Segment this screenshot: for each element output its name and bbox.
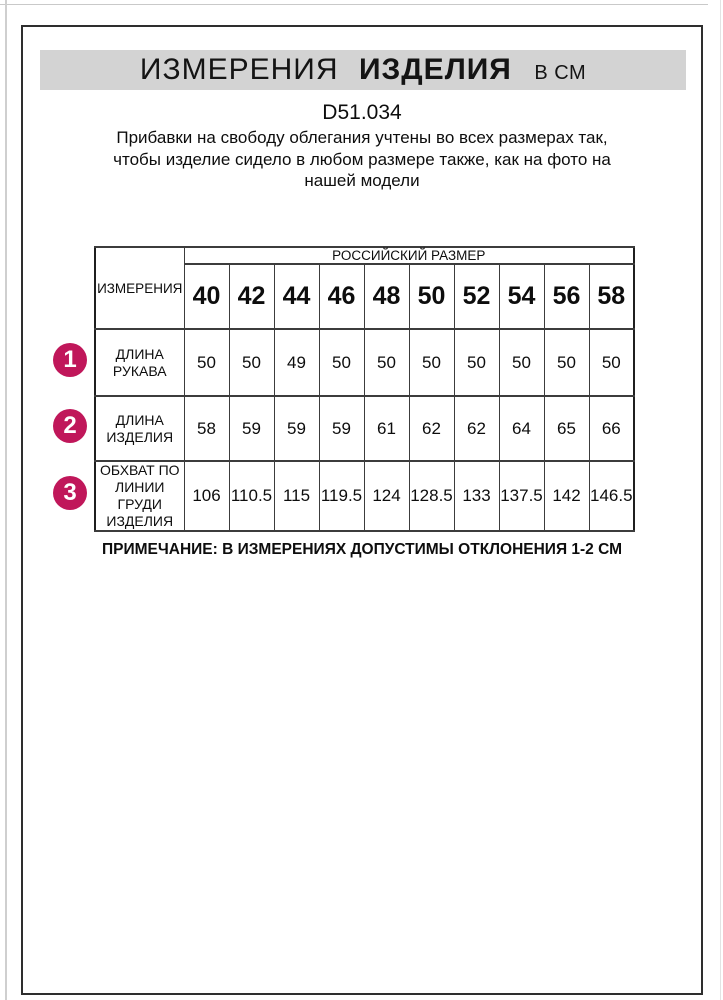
- measurement-value-cell: 59: [274, 396, 319, 461]
- table-row-chest-girth: [95, 461, 634, 531]
- measurement-value-cell: 58: [184, 396, 229, 461]
- size-header-cell: 54: [499, 264, 544, 329]
- measurement-value-cell: 50: [589, 329, 634, 396]
- measurement-value-cell: 50: [544, 329, 589, 396]
- measurement-value-cell: 119.5: [319, 461, 364, 531]
- measurement-value-cell: 66: [589, 396, 634, 461]
- measurement-value-cell: 124: [364, 461, 409, 531]
- measurement-value-cell: 50: [319, 329, 364, 396]
- scan-artifact-top-line: [0, 4, 708, 5]
- measurement-value-cell: 59: [319, 396, 364, 461]
- measurement-value-cell: 50: [454, 329, 499, 396]
- measurement-value-cell: 115: [274, 461, 319, 531]
- size-header-cell: 48: [364, 264, 409, 329]
- measurement-value-cell: 133: [454, 461, 499, 531]
- row-number-badge-1: 1: [53, 343, 87, 377]
- size-header-cell: 46: [319, 264, 364, 329]
- measurement-value-cell: 49: [274, 329, 319, 396]
- measurement-value-cell: 62: [454, 396, 499, 461]
- measurements-column-header: ИЗМЕРЕНИЯ: [95, 247, 184, 329]
- measurement-value-cell: 50: [229, 329, 274, 396]
- measurement-value-cell: 61: [364, 396, 409, 461]
- size-header-cell: 50: [409, 264, 454, 329]
- measurement-value-cell: 62: [409, 396, 454, 461]
- scan-artifact-right-edge: [720, 0, 721, 1000]
- measurement-value-cell: 59: [229, 396, 274, 461]
- title-bar: [40, 50, 686, 90]
- measurement-value-cell: 65: [544, 396, 589, 461]
- table-row-product-length: [95, 396, 634, 461]
- scan-artifact-left-edge: [5, 0, 7, 1000]
- size-header-cell: 58: [589, 264, 634, 329]
- measurements-table: [94, 246, 635, 532]
- size-header-cell: 40: [184, 264, 229, 329]
- size-header-cell: 52: [454, 264, 499, 329]
- measurement-value-cell: 50: [184, 329, 229, 396]
- row-number-badge-3: 3: [53, 476, 87, 510]
- measurement-value-cell: 50: [364, 329, 409, 396]
- measurement-value-cell: 110.5: [229, 461, 274, 531]
- row-label: ОБХВАТ ПО ЛИНИИ ГРУДИ ИЗДЕЛИЯ: [95, 461, 184, 531]
- title-measurements: ИЗМЕРЕНИЯ: [139, 53, 339, 86]
- tolerance-note: ПРИМЕЧАНИЕ: В ИЗМЕРЕНИЯХ ДОПУСТИМЫ ОТКЛОНЕНИЯ 1-2 СМ: [101, 541, 623, 558]
- measurement-value-cell: 146.5: [589, 461, 634, 531]
- measurement-value-cell: 137.5: [499, 461, 544, 531]
- row-label: ДЛИНА ИЗДЕЛИЯ: [95, 396, 184, 461]
- measurement-value-cell: 142: [544, 461, 589, 531]
- measurement-value-cell: 50: [409, 329, 454, 396]
- row-label: ДЛИНА РУКАВА: [95, 329, 184, 396]
- row-number-badge-2: 2: [53, 409, 87, 443]
- russian-size-header: РОССИЙСКИЙ РАЗМЕР: [184, 247, 634, 264]
- title-units: В СМ: [534, 62, 587, 84]
- fit-description: Прибавки на свободу облегания учтены во всех размерах так, чтобы изделие сидело в любом размере также, как на фото на нашей модели: [113, 128, 611, 190]
- measurement-value-cell: 106: [184, 461, 229, 531]
- table-row-sleeve-length: [95, 329, 634, 396]
- model-code: D51.034: [322, 101, 402, 124]
- measurement-value-cell: 64: [499, 396, 544, 461]
- size-header-cell: 42: [229, 264, 274, 329]
- measurement-value-cell: 128.5: [409, 461, 454, 531]
- title-product: ИЗДЕЛИЯ: [358, 53, 512, 86]
- measurement-value-cell: 50: [499, 329, 544, 396]
- size-header-cell: 56: [544, 264, 589, 329]
- size-header-cell: 44: [274, 264, 319, 329]
